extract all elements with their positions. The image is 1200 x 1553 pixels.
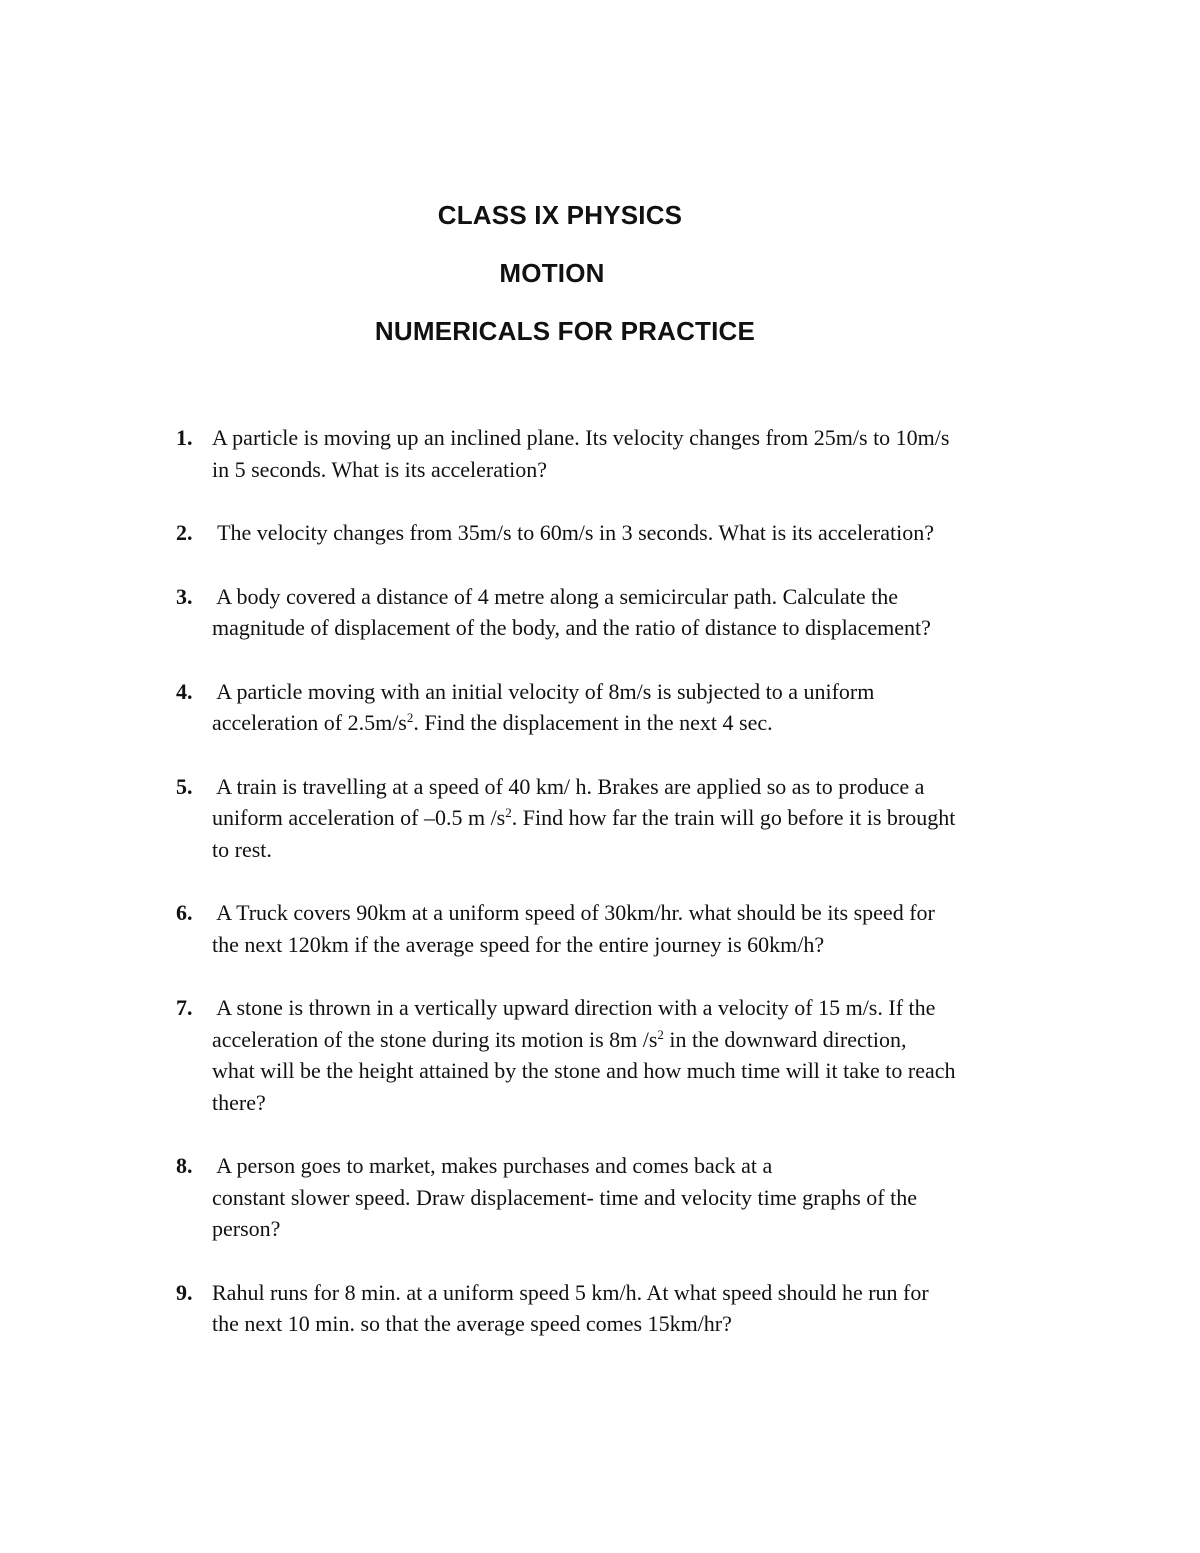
question-text: acceleration of the stone during its motion is 8m /s xyxy=(212,1026,658,1052)
document-title: CLASS IX PHYSICS xyxy=(437,200,683,230)
question-line: there? xyxy=(212,1089,266,1115)
question-line: constant slower speed. Draw displacement- time and velocity time graphs of the xyxy=(212,1184,918,1210)
question-6 xyxy=(170,897,1070,960)
superscript: 2 xyxy=(657,1026,664,1042)
question-line: A particle is moving up an inclined plane. Its velocity changes from 25m/s to 10m/s xyxy=(212,425,950,450)
question-number: 8. xyxy=(176,1153,193,1178)
chapter-title: MOTION xyxy=(499,258,605,288)
question-line: The velocity changes from 35m/s to 60m/s in 3 seconds. What is its acceleration? xyxy=(212,520,934,545)
question-line: A particle moving with an initial velocity of 8m/s is subjected to a uniform xyxy=(212,678,875,704)
question-line xyxy=(212,707,1070,739)
question-line: in 5 seconds. What is its acceleration? xyxy=(212,456,547,482)
question-number: 4. xyxy=(176,678,193,704)
question-line: person? xyxy=(212,1216,281,1241)
question-line: A Truck covers 90km at a uniform speed of 30km/hr. what should be its speed for xyxy=(212,900,935,925)
question-line: Rahul runs for 8 min. at a uniform speed 5 km/h. At what speed should he run for xyxy=(212,1279,929,1305)
question-text: . Find how far the train will go before it is brought xyxy=(511,805,956,830)
question-line: the next 10 min. so that the average speed comes 15km/hr? xyxy=(212,1311,732,1336)
question-line: what will be the height attained by the stone and how much time will it take to reach xyxy=(212,1058,956,1083)
question-3 xyxy=(170,581,1070,644)
question-line: A person goes to market, makes purchases and comes back at a xyxy=(212,1153,773,1178)
question-number: 1. xyxy=(176,425,193,450)
question-number: 2. xyxy=(176,520,193,545)
question-number: 5. xyxy=(176,773,193,799)
question-line xyxy=(212,1024,1070,1056)
section-title: NUMERICALS FOR PRACTICE xyxy=(374,316,756,346)
question-line: to rest. xyxy=(212,836,272,862)
question-5 xyxy=(170,771,1070,866)
question-line: A stone is thrown in a vertically upward direction with a velocity of 15 m/s. If the xyxy=(212,995,936,1020)
question-text: in the downward direction, xyxy=(663,1026,907,1052)
question-text: . Find the displacement in the next 4 sec. xyxy=(413,710,773,735)
question-7 xyxy=(170,992,1070,1118)
question-number: 3. xyxy=(176,583,193,609)
superscript: 2 xyxy=(406,710,414,725)
question-number: 6. xyxy=(176,900,193,925)
superscript: 2 xyxy=(505,805,512,820)
question-number: 9. xyxy=(176,1279,193,1305)
question-8 xyxy=(170,1150,1070,1245)
question-4 xyxy=(170,676,1070,739)
question-1 xyxy=(170,422,1070,485)
question-line xyxy=(212,802,1070,834)
question-text: acceleration of 2.5m/s xyxy=(212,710,407,735)
question-line: the next 120km if the average speed for the entire journey is 60km/h? xyxy=(212,931,825,957)
question-2 xyxy=(170,517,1070,549)
question-line: A body covered a distance of 4 metre along a semicircular path. Calculate the xyxy=(212,583,899,609)
question-list xyxy=(170,422,1070,1340)
question-number: 7. xyxy=(176,995,193,1020)
question-line: magnitude of displacement of the body, and the ratio of distance to displacement? xyxy=(212,615,931,640)
question-9 xyxy=(170,1277,1070,1340)
question-line: A train is travelling at a speed of 40 km/ h. Brakes are applied so as to produce a xyxy=(212,773,925,799)
question-text: uniform acceleration of –0.5 m /s xyxy=(212,805,506,830)
